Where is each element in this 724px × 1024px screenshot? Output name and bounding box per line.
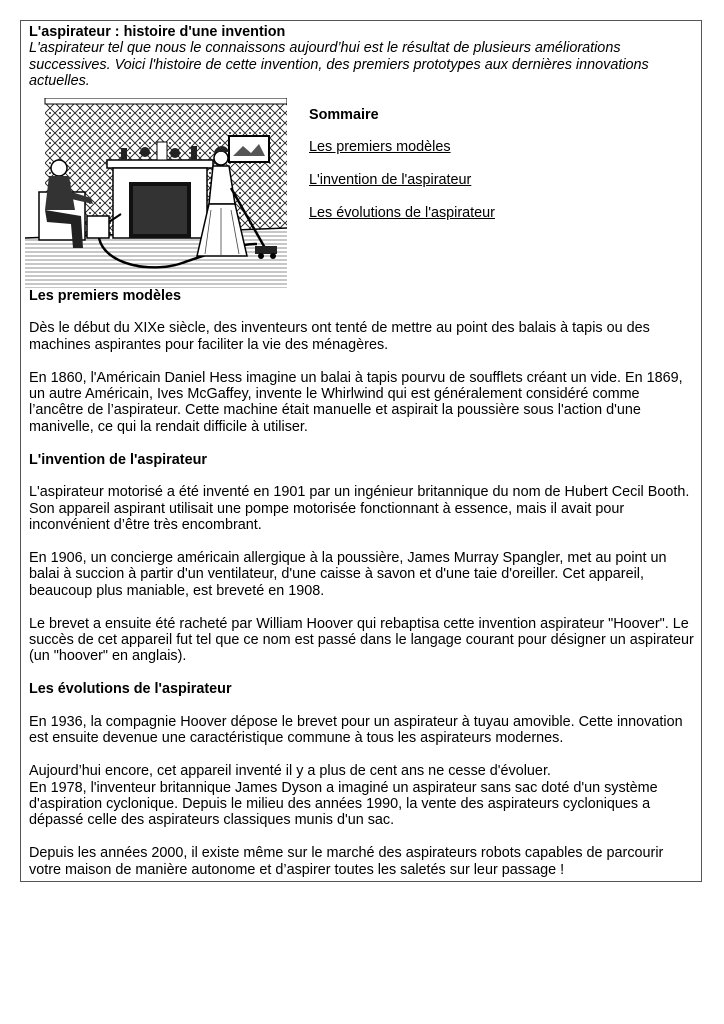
paragraph: Le brevet a ensuite été racheté par William Hoover qui rebaptisa cette invention aspirateur "Hoover". Le succès de cet appareil fut tel que ce nom est passé dans le langage courant pour désigner un aspirateur (un "hoover" en anglais).: [29, 615, 694, 665]
page-title: L'aspirateur : histoire d'une invention: [29, 24, 286, 40]
paragraph: Depuis les années 2000, il existe même sur le marché des aspirateurs robots capables de parcourir votre maison de manière autonome et d’aspirer toutes les saletés sur leur passage !: [29, 845, 664, 878]
toc-heading: Sommaire: [309, 106, 379, 123]
paragraph: En 1906, un concierge américain allergique à la poussière, James Murray Spangler, met au point un balai à succion à partir d'un ventilateur, d'une caisse à savon et d'une taie d'oreiller. Cet appareil, beaucoup plus maniable, est breveté en 1908.: [29, 550, 667, 599]
intro-text: L'aspirateur tel que nous le connaissons aujourd’hui est le résultat de plusieurs améliorations successives. Voici l'histoire de cette invention, des premiers prototypes aux dernières innovations actuelles.: [29, 40, 649, 90]
toc-link-premiers-modeles[interactable]: Les premiers modèles: [309, 139, 451, 156]
paragraph: L'aspirateur motorisé a été inventé en 1901 par un ingénieur britannique du nom de Hubert Cecil Booth. Son appareil aspirant utilisait une pompe motorisée fonctionnant à essence, mais il avait pour inconvénient d’être très encombrant.: [29, 484, 690, 534]
document-content: [29, 24, 697, 878]
paragraph: Dès le début du XIXe siècle, des inventeurs ont tenté de mettre au point des balais à tapis ou des machines aspirantes pour faciliter la vie des ménagères.: [29, 320, 650, 353]
section-heading-invention: L'invention de l'aspirateur: [29, 451, 207, 468]
paragraph: En 1936, la compagnie Hoover dépose le brevet pour un aspirateur à tuyau amovible. Cette innovation est ensuite devenue une caractéristique commune à tous les aspirateurs modernes.: [29, 714, 683, 747]
table-of-contents: [309, 107, 495, 238]
vintage-vacuum-illustration: [25, 98, 287, 288]
paragraph: En 1978, l'inventeur britannique James Dyson a imaginé un aspirateur sans sac doté d'un système d'aspiration cyclonique. Depuis le milieu des années 1990, la vente des aspirateurs cycloniques a dépassé celle des aspirateurs classiques munis d'un sac.: [29, 779, 658, 829]
section-heading-evolutions: Les évolutions de l'aspirateur: [29, 681, 232, 698]
section-heading-premiers-modeles: Les premiers modèles: [29, 287, 181, 304]
toc-link-invention[interactable]: L'invention de l'aspirateur: [309, 172, 472, 189]
toc-link-evolutions[interactable]: Les évolutions de l'aspirateur: [309, 205, 495, 222]
paragraph: Aujourd’hui encore, cet appareil inventé il y a plus de cent ans ne cesse d'évoluer.: [29, 763, 551, 780]
illustration-row: [29, 98, 697, 288]
paragraph: En 1860, l'Américain Daniel Hess imagine un balai à tapis pourvu de soufflets créant un vide. En 1869, un autre Américain, Ives McGaffey, invente le Whirlwind qui est généralement considéré comme l’ancêtre de l’aspirateur. Cette machine était manuelle et aspirait la poussière sous l'action d'une manivelle, ce qui la rendait difficile à utiliser.: [29, 369, 683, 435]
